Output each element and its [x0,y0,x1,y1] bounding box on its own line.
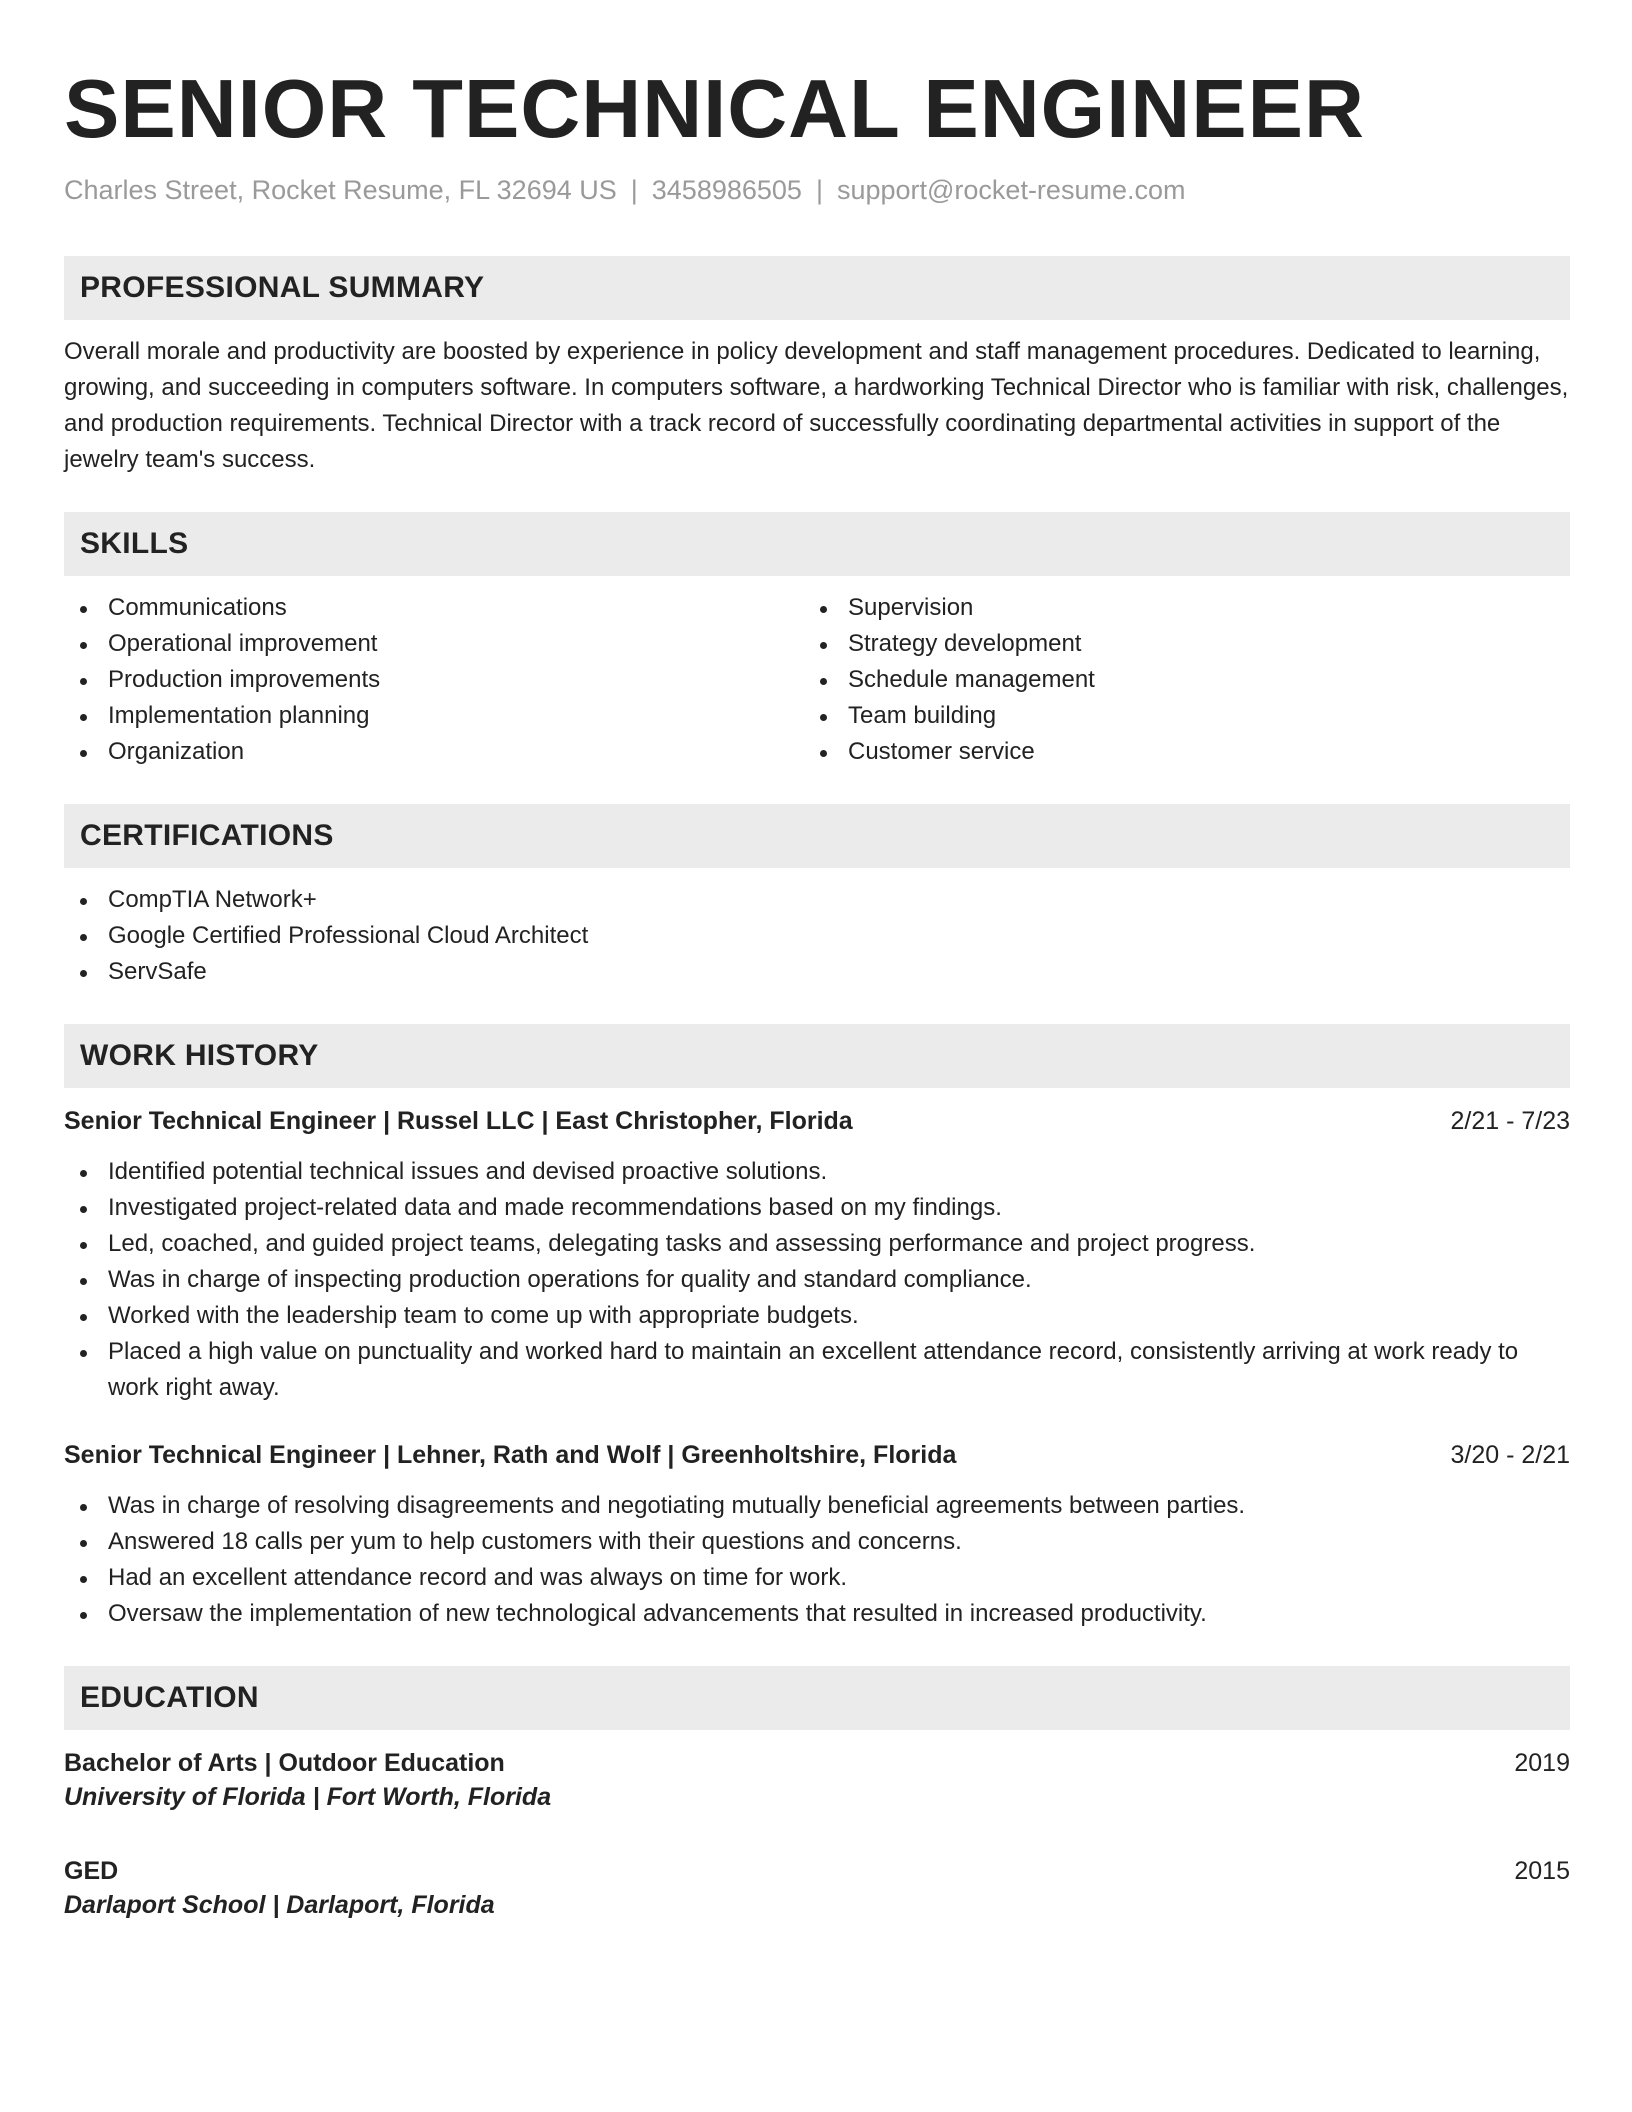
education-header [64,1854,1570,1888]
summary-text: Overall morale and productivity are boosted by experience in policy development and staff management procedures. Dedicated to learning, growing, and succeeding in computers software. In computers software, a hardworking Technical Director who is familiar with risk, challenges, and production requirements. Technical Director with a track record of successfully coordinating departmental activities in support of the jewelry team's success. [64,338,1569,474]
education-year: 2019 [1514,1749,1570,1778]
education-degree: Bachelor of Arts | Outdoor Education [64,1749,505,1778]
contact-line [64,174,1570,206]
section-header-summary: PROFESSIONAL SUMMARY [64,256,1570,320]
contact-email: support@rocket-resume.com [836,175,1186,205]
education-school: University of Florida | Fort Worth, Florida [64,1783,552,1812]
job-header [64,1438,1570,1472]
section-header-skills: SKILLS [64,512,1570,576]
job-header [64,1104,1570,1138]
certification-item: CompTIA Network+ [64,882,1570,918]
job-bullet: Worked with the leadership team to come up with appropriate budgets. [64,1298,1570,1334]
job-entry [64,1438,1570,1632]
skill-item: Implementation planning [64,698,804,734]
skill-item: Production improvements [64,662,804,698]
skills-list [64,590,1570,770]
education-entry [64,1854,1570,1922]
job-bullet: Placed a high value on punctuality and worked hard to maintain an excellent attendance record, consistently arriving at work ready to work right away. [64,1334,1570,1406]
resume-title: SENIOR TECHNICAL ENGINEER [64,62,1365,155]
certification-item: ServSafe [64,954,1570,990]
skill-item: Strategy development [804,626,1544,662]
job-bullet: Investigated project-related data and made recommendations based on my findings. [64,1190,1570,1226]
job-bullet: Answered 18 calls per yum to help customers with their questions and concerns. [64,1524,1570,1560]
contact-separator: | [815,175,823,205]
skills-column-left [64,590,804,770]
certification-item: Google Certified Professional Cloud Architect [64,918,1570,954]
section-header-work-history: WORK HISTORY [64,1024,1570,1088]
contact-phone: 3458986505 [651,175,802,205]
certifications-list [64,882,1570,990]
contact-address: Charles Street, Rocket Resume, FL 32694 US [64,175,617,205]
job-entry [64,1104,1570,1406]
education-header [64,1746,1570,1780]
job-bullet: Identified potential technical issues and devised proactive solutions. [64,1154,1570,1190]
skill-item: Customer service [804,734,1544,770]
education-school: Darlaport School | Darlaport, Florida [64,1891,495,1920]
section-header-certifications: CERTIFICATIONS [64,804,1570,868]
skill-item: Team building [804,698,1544,734]
job-bullet: Was in charge of inspecting production operations for quality and standard compliance. [64,1262,1570,1298]
education-degree: GED [64,1857,119,1886]
skill-item: Supervision [804,590,1544,626]
skill-item: Organization [64,734,804,770]
job-title: Senior Technical Engineer | Russel LLC | East Christopher, Florida [64,1107,853,1136]
skills-column-right [804,590,1544,770]
job-bullet: Had an excellent attendance record and was always on time for work. [64,1560,1570,1596]
section-header-education: EDUCATION [64,1666,1570,1730]
skill-item: Communications [64,590,804,626]
skill-item: Operational improvement [64,626,804,662]
job-bullet: Led, coached, and guided project teams, delegating tasks and assessing performance and project progress. [64,1226,1570,1262]
education-entry [64,1746,1570,1814]
contact-separator: | [630,175,638,205]
job-responsibilities [64,1154,1570,1406]
job-title: Senior Technical Engineer | Lehner, Rath and Wolf | Greenholtshire, Florida [64,1441,957,1470]
job-date: 2/21 - 7/23 [1450,1107,1570,1136]
job-responsibilities [64,1488,1570,1632]
education-year: 2015 [1514,1857,1570,1886]
skill-item: Schedule management [804,662,1544,698]
job-bullet: Oversaw the implementation of new technological advancements that resulted in increased productivity. [64,1596,1570,1632]
job-date: 3/20 - 2/21 [1450,1441,1570,1470]
job-bullet: Was in charge of resolving disagreements and negotiating mutually beneficial agreements between parties. [64,1488,1570,1524]
